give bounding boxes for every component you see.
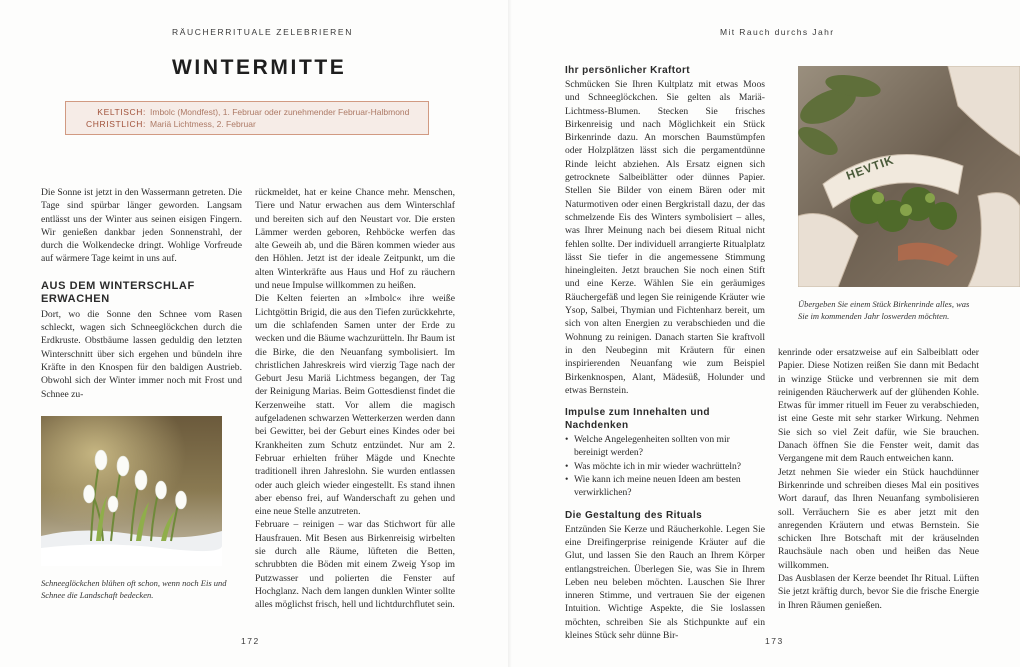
body-paragraph: Die Kelten feierten an »Imbolc« ihre weiße Lichtgöttin Brigid, die aus den Tiefen zurückkehrte, um die schlafenden Samen unter der Erde zu wecken und die Bäume wachzurütteln. Ihr Baum ist die Birke, die den Neuanfang symbolisiert. Im christlichen Jahreskreis wird vierzig Tage nach der Geburt Jesu Mariä Lichtmess begangen, der Tag der Reinigung Marias. Beim Gottesdienst findet die Kerzenweihe statt. Vor allem die magisch aufgeladenen schwarzen Wetterkerzen werden dann bei Gewitter, bei der Geburt eines Kindes oder bei Krankheiten zum Schutz entzündet. Nur am 2. Februar erhielten früher Mägde und Knechte traditionell ihren Jahreslohn. Sie wurden entlassen oder auch gleich wieder eingestellt. Es stand ihnen aber ebenso frei, auf Wanderschaft zu gehen und eine neue Stelle anzutreten. xyxy=(255,293,455,518)
page-title: WINTERMITTE xyxy=(172,56,347,79)
body-paragraph: Dort, wo die Sonne den Schnee vom Rasen schleckt, wagen sich Schneeglöckchen durch die Erdkruste. Obstbäume lassen geduldig den letzten Winterschnitt über sich ergehen und bündeln ihre Kräfte in den Knospen für den baldigen Austrieb. Obwohl sich der Winter immer noch mit Frost und Schnee zu- xyxy=(41,308,242,400)
subheading: Ihr persönlicher Kraftort xyxy=(565,65,691,76)
info-value: Mariä Lichtmess, 2. Februar xyxy=(150,118,256,129)
photo-caption: Übergeben Sie einem Stück Birkenrinde alles, was Sie im kommenden Jahr loswerden möchten. xyxy=(798,299,970,321)
intro-paragraph: Die Sonne ist jetzt in den Wassermann getreten. Die Tage sind spürbar länger geworden. Langsam entlässt uns der Winter aus seinen eisigen Fingern. Wir genießen dankbar jeden Sonnenstrahl, der durch die Wolkendecke dringt. Wohlige Vorfreude auf wärmere Tage keimt in uns auf. xyxy=(41,187,242,265)
page-number-left: 172 xyxy=(241,636,260,646)
running-head-left: RÄUCHERRITUALE ZELEBRIEREN xyxy=(172,27,353,37)
book-gutter xyxy=(508,0,512,667)
body-paragraph: Das Ausblasen der Kerze beendet Ihr Ritual. Lüften Sie jetzt kräftig durch, bevor Sie die frische Energie in Ihren Räumen genießen. xyxy=(778,573,979,611)
snowdrop-photo xyxy=(41,416,222,566)
right-page xyxy=(510,0,1020,667)
body-paragraph: Entzünden Sie Kerze und Räucherkohle. Legen Sie eine Dreifingerprise reinigende Kräuter auf die Glut, und lassen Sie den Rauch an Ihrem Körper entlangstreichen. Überlegen Sie, was Sie in Ihrem Leben neu beleben möchten. Lauschen Sie Ihrer inneren Stimme, und vertrauen Sie der eigenen Intuition. Wichtige Aspekte, die Sie loslassen möchten, schreiben Sie als Stichpunkte auf ein kleines Stück sehr dünne Bir- xyxy=(565,523,765,641)
list-item: • Was möchte ich in mir wieder wachrütteln? xyxy=(565,460,765,473)
running-head-right: Mit Rauch durchs Jahr xyxy=(720,27,835,37)
page-number-right: 173 xyxy=(765,636,784,646)
list-item: • Wie kann ich meine neuen Ideen am besten verwirklichen? xyxy=(565,473,765,500)
info-label: KELTISCH: xyxy=(97,107,146,117)
list-item: • Welche Angelegenheiten sollten von mir bereinigt werden? xyxy=(565,433,765,460)
body-paragraph: rückmeldet, hat er keine Chance mehr. Menschen, Tiere und Natur erwachen aus dem Winterschlaf und bereiten sich auf den Neustart vor. Die ersten Lämmer werden geboren, Rehböcke werfen das alte Geweih ab, und die Bären kommen wieder aus den Höhlen. Jetzt ist der ideale Zeitpunkt, um die alten Winterkräfte aus Haus und Hof zu räuchern und neue Impulse willkommen zu heißen. xyxy=(255,187,455,292)
info-box xyxy=(65,101,429,135)
body-paragraph: kenrinde oder ersatzweise auf ein Salbeiblatt oder Papier. Diese Notizen reißen Sie dann mit Bedacht in winzige Stücke und verbrennen sie mit dem reinigenden Räucherwerk auf der glühenden Kohle. Etwas für immer rituell im Feuer zu verabschieden, ist eine Geste mit sehr starker Wirkung. Nehmen Sie sich so viel Zeit dafür, wie Sie brauchen. Danach öffnen Sie die Fenster weit, damit das Vergangene mit dem Rauch entweichen kann. xyxy=(778,347,979,465)
body-paragraph: Schmücken Sie Ihren Kultplatz mit etwas Moos und Schneeglöckchen. Sie gelten als Mariä-Lichtmess-Blumen. Stecken Sie frisches Birkenreisig und nach Möglichkeit ein Stück Birkenrinde dazu. An morschen Baumstümpfen oder Holzplätzen lässt sich die pergamentdünne Rinde leicht abziehen. Als Ersatz eignen sich getrocknete Salbeiblätter oder dünnes Papier. Stellen Sie Bilder von einem Bären oder mit Naturmotiven oder einen Bergkristall dazu, der das schmelzende Eis des Winters symbolisiert – alles, was Ihrer Meinung nach bei diesem Ritual nicht fehlen sollte. Der individuell arrangierte Ritualplatz lässt Sie tiefer in die angemessene Stimmung hineingleiten. Jetzt brauchen Sie noch einen Stift und eine Kerze. Wählen Sie ein geräumiges Räuchergefäß und legen Sie reinigende Kräuter wie Ysop, Salbei, Thymian und Fichtenharz bereit, um sich von alten Energien zu verabschieden und die Wohnung zu reinigen. Danach starten Sie kraftvoll in den Neubeginn mit Kräutern für einen inspirierenden Neuanfang wie zum Beispiel Birkenknospen, Alant, Mädesüß, Holunder und etwas Bernstein. xyxy=(565,79,765,396)
section-heading: AUS DEM WINTERSCHLAF ERWACHEN xyxy=(41,279,195,305)
body-paragraph: Februare – reinigen – war das Stichwort für alle Hausfrauen. Mit Besen aus Birkenreisig wirbelten sie durch alle Räume, lüfteten die Betten, schrubbten die Böden mit einem Zweig Ysop im Putzwasser und polierten die Fenster auf Hochglanz. Nach dem langen dunklen Winter sollte alles möglichst frisch, hell und lichtdurchflutet sein. xyxy=(255,519,455,611)
subheading: Die Gestaltung des Rituals xyxy=(565,509,703,521)
right-column xyxy=(255,186,455,612)
reflection-list xyxy=(565,433,765,499)
info-label: CHRISTLICH: xyxy=(86,118,146,129)
subheading: Impulse zum Innehalten und Nachdenken xyxy=(565,407,710,432)
right-page-left-column xyxy=(565,64,765,642)
info-value: Imbolc (Mondfest), 1. Februar oder zunehmender Februar-Halbmond xyxy=(150,107,410,117)
left-column xyxy=(41,186,242,401)
birch-bark-photo xyxy=(798,66,1020,287)
body-paragraph: Jetzt nehmen Sie wieder ein Stück hauchdünner Birkenrinde und schreiben dieses Mal ein positives Wort darauf, das Ihren Neuanfang symbolisieren soll. Verräuchern Sie es aber jetzt mit den anregenden Kräutern und etwas Bernstein. Sie schicken Ihre Botschaft mit der kräuselnden Rauchsäule nach oben und heißen das Neue willkommen. xyxy=(778,466,979,571)
right-page-right-column xyxy=(778,346,979,612)
bark-inscription: HEVTIK xyxy=(844,152,897,183)
photo-caption: Schneeglöckchen blühen oft schon, wenn noch Eis und Schnee die Landschaft bedecken. xyxy=(41,578,227,600)
